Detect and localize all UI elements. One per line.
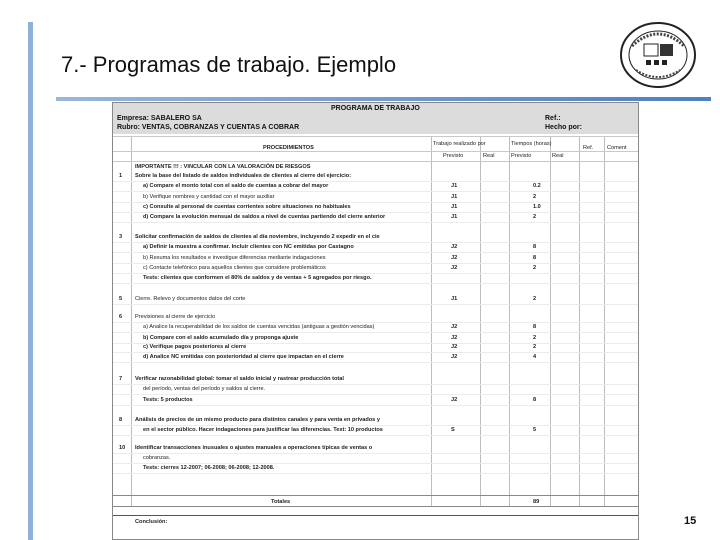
row-hours: 2 <box>533 344 537 350</box>
grid-line <box>113 362 638 363</box>
row-procedure: a) Definir la muestra a confirmar. Incluir clientes con NC emitidas por Castagno <box>143 244 354 250</box>
column-procedimientos: PROCEDIMIENTOS <box>263 145 314 151</box>
row-procedure: b) Compare con el saldo acumulado día y proponga ajuste <box>143 335 299 341</box>
important-note: IMPORTANTE !!! : VINCULAR CON LA VALORACIÓN DE RIESGOS <box>135 164 311 170</box>
row-procedure: Sobre la base del listado de saldos individuales de clientes al cierre del ejercicio: <box>135 173 352 179</box>
row-procedure: Verificar razonabilidad global: tomar el saldo inicial y rastrear producción total <box>135 376 344 382</box>
grid-line <box>113 263 638 264</box>
row-hours: 4 <box>533 354 537 360</box>
row-procedure: b) Resuma los resultados e investigue diferencias mediante indagaciones <box>143 255 326 261</box>
row-hours: 8 <box>533 255 537 261</box>
grid-line <box>113 151 638 152</box>
rubro-label: Rubro: VENTAS, COBRANZAS Y CUENTAS A COBRAR <box>117 124 300 131</box>
left-accent-bar <box>28 22 33 540</box>
row-hours: 1.0 <box>533 204 541 210</box>
grid-line <box>113 352 638 353</box>
column-tiempos: Tiempos (horas) <box>511 141 552 147</box>
row-hours: 2 <box>533 296 537 302</box>
grid-line <box>113 161 638 162</box>
grid-line <box>113 515 638 516</box>
row-number: 10 <box>119 445 126 451</box>
grid-line <box>113 495 638 496</box>
totals-label: Totales <box>271 499 291 505</box>
row-procedure: Tests: 5 productos <box>143 397 193 403</box>
row-number: 7 <box>119 376 123 382</box>
row-assigned: J1 <box>451 296 458 302</box>
grid-line <box>113 202 638 203</box>
grid-line <box>113 506 638 507</box>
row-assigned: J2 <box>451 265 458 271</box>
row-procedure: Análisis de precios de un mismo producto para distintos canales y para venta en privados y <box>135 417 380 423</box>
row-number: 6 <box>119 314 123 320</box>
grid-line <box>113 242 638 243</box>
grid-line <box>113 463 638 464</box>
row-hours: 2 <box>533 194 537 200</box>
grid-line <box>113 322 638 323</box>
row-assigned: J2 <box>451 344 458 350</box>
row-procedure: Tests: clientes que conformen el 80% de saldos y de ventas + 5 agregados por riesgo. <box>143 275 372 281</box>
grid-line <box>113 473 638 474</box>
row-number: 8 <box>119 417 123 423</box>
column-trabajo: Trabajo realizado por <box>433 141 486 147</box>
row-procedure: Identificar transacciones inusuales o ajustes manuales a operaciones típicas de ventas o <box>135 445 373 451</box>
row-hours: 8 <box>533 324 537 330</box>
page-number: 15 <box>684 515 697 527</box>
row-assigned: S <box>451 427 455 433</box>
grid-line <box>113 435 638 436</box>
row-procedure: Tests: cierres 12-2007; 06-2008; 06-2008; 12-2008. <box>143 465 275 471</box>
row-procedure: b) Verifique nombres y cantidad con el mayor auxiliar <box>143 194 275 200</box>
grid-line <box>113 453 638 454</box>
row-assigned: J2 <box>451 335 458 341</box>
grid-line <box>113 181 638 182</box>
grid-line <box>113 212 638 213</box>
sheet-header <box>113 103 638 134</box>
totals-value: 89 <box>533 499 540 505</box>
row-procedure: c) Consulte al personal de cuentas corrientes sobre situaciones no habituales <box>143 204 351 210</box>
row-hours: 0.2 <box>533 183 541 189</box>
grid-line <box>113 304 638 305</box>
grid-line <box>113 384 638 385</box>
row-assigned: J1 <box>451 214 458 220</box>
grid-line <box>113 222 638 223</box>
hecho-por-label: Hecho por: <box>545 124 582 131</box>
row-procedure: a) Compare el monto total con el saldo de cuentas a cobrar del mayor <box>143 183 329 189</box>
institution-seal-icon <box>618 20 698 90</box>
column-previsto-1: Previsto <box>443 153 464 159</box>
work-program-sheet <box>112 102 639 540</box>
row-assigned: J1 <box>451 204 458 210</box>
row-assigned: J2 <box>451 244 458 250</box>
row-procedure: del período, ventas del período y saldos al cierre. <box>143 386 266 392</box>
row-procedure: d) Analice NC emitidas con posterioridad al cierre que impactan en el cierre <box>143 354 344 360</box>
row-hours: 2 <box>533 265 537 271</box>
conclusion-label: Conclusión: <box>135 519 168 525</box>
column-ref: Ref. <box>583 145 594 151</box>
row-assigned: J1 <box>451 194 458 200</box>
column-coment: Coment <box>607 145 627 151</box>
row-assigned: J1 <box>451 183 458 189</box>
row-hours: 2 <box>533 214 537 220</box>
slide-title: 7.- Programas de trabajo. Ejemplo <box>61 52 397 77</box>
row-hours: 5 <box>533 427 537 433</box>
sheet-title: PROGRAMA DE TRABAJO <box>331 105 420 112</box>
column-real-1: Real <box>483 153 495 159</box>
grid-line <box>113 332 638 333</box>
grid-line <box>113 273 638 274</box>
grid-line <box>113 136 638 137</box>
grid-line <box>113 394 638 395</box>
row-procedure: c) Verifique pagos posteriores al cierre <box>143 344 247 350</box>
row-hours: 8 <box>533 244 537 250</box>
grid-line <box>113 252 638 253</box>
row-procedure: a) Analice la recuperabilidad de los saldos de cuentas vencidas (antiguas a gestión vencidas) <box>143 324 375 330</box>
row-procedure: c) Contacte telefónico para aquellos clientes que considere problemáticos <box>143 265 326 271</box>
row-number: 3 <box>119 234 123 240</box>
ref-label: Ref.: <box>545 115 561 122</box>
row-assigned: J2 <box>451 255 458 261</box>
row-number: 5 <box>119 296 123 302</box>
row-procedure: Previsiones al cierre de ejercicio <box>135 314 216 320</box>
row-procedure: cobranzas. <box>143 455 171 461</box>
row-assigned: J2 <box>451 354 458 360</box>
grid-line <box>113 425 638 426</box>
row-procedure: en el sector público. Hacer indagaciones para justificar las diferencias. Test: 10 productos <box>143 427 383 433</box>
grid-line <box>113 191 638 192</box>
row-assigned: J2 <box>451 324 458 330</box>
row-hours: 2 <box>533 335 537 341</box>
column-previsto-2: Previsto <box>511 153 532 159</box>
empresa-label: Empresa: SABALERO SA <box>117 115 202 122</box>
row-procedure: d) Compare la evolución mensual de saldos a nivel de cuentas partiendo del cierre anterior <box>143 214 386 220</box>
row-procedure: Cierre. Relevo y documentos datos del corte <box>135 296 246 302</box>
row-number: 1 <box>119 173 123 179</box>
grid-line <box>113 405 638 406</box>
row-hours: 8 <box>533 397 537 403</box>
row-procedure: Solicitar confirmación de saldos de clientes al día noviembre, incluyendo 2 expedir en el cie <box>135 234 380 240</box>
row-assigned: J2 <box>451 397 458 403</box>
grid-line <box>113 283 638 284</box>
column-real-2: Real <box>552 153 564 159</box>
title-divider <box>56 97 711 101</box>
